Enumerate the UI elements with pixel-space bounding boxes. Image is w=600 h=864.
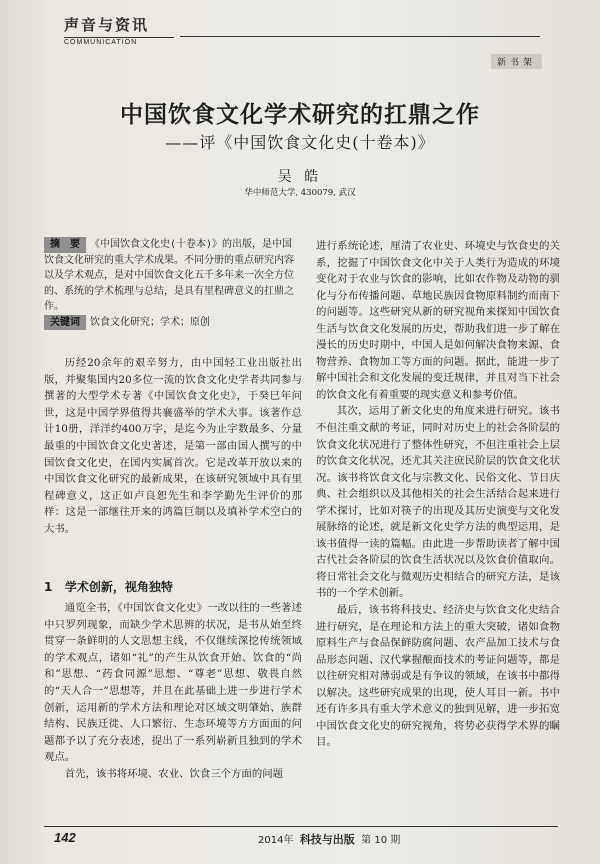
article-title: 中国饮食文化学术研究的扛鼎之作 [120, 102, 480, 128]
article-subtitle: ——评《中国饮食文化史(十卷本)》 [165, 133, 435, 152]
paragraph: 最后，该书将科技史、经济史与饮食文化史结合进行研究，是在理论和方法上的重大突破，诸如食物原料生产与食品保鲜防腐问题、农产品加工技术与食品形态问题、汉代掌握酿面技术的考证问题等，都是以往研究相对薄弱或是有争议的领域，在该书中都得以解决。这些研究成果的出现，使人耳目一新。书中还有许多具有重大学术意义的独到见解，进一步拓宽中国饮食文化史的研究视角，将势必获得学术界的瞩目。 [316, 604, 560, 749]
author-name: 吴 皓 [277, 169, 323, 185]
abstract-label: 摘 要 [44, 237, 86, 253]
keywords-text: 饮食文化研究；学术；原创 [90, 316, 210, 328]
keywords-label: 关键词 [44, 315, 86, 331]
abstract-block [44, 237, 302, 330]
left-column-section [44, 600, 302, 783]
section-title: 学术创新，视角独特 [64, 580, 173, 594]
column-name-en: COMMUNICATION [64, 37, 174, 46]
footer-rule [44, 826, 558, 827]
right-column [316, 238, 560, 751]
section-tag: 新书架 [491, 54, 542, 69]
paragraph: 历经20余年的艰辛努力，由中国轻工业出版社出版，并聚集国内20多位一流的饮食文化史学者共同参与撰著的大型学术专著《中国饮食文化史》，于癸巳年问世，这是中国学界值得共襄盛举的学术大事。该著作总计10册，洋洋约400万字，是迄今为止字数最多、分量最重的中国饮食文化史著述，是第一部由国人撰写的中国饮食文化史，在国内实属首次。它是改革开放以来的中国饮食文化研究的最新成果，在该研究领域中具有里程碑意义，这正如卢良恕先生和李学勤先生评价的那样：这是一部继往开来的鸿篇巨制以及填补学术空白的大书。 [44, 357, 302, 535]
paragraph: 其次，运用了新文化史的角度来进行研究。该书不但注重文献的考证，同时对历史上的社会各阶层的饮食文化状况进行了整体性研究，不但注重社会上层的饮食文化状况，还尤其关注庶民阶层的饮食文化状况。该书将饮食文化与宗教文化、民俗文化、节日庆典、社会组织以及其他相关的社会生活结合起来进行学术探讨，比如对筷子的出现及其历史演变与文化发展脉络的论述，就是新文化史学方法的典型运用，是该书值得一读的篇幅。由此进一步帮助读者了解中国古代社会各阶层的饮食生活状况以及饮食价值取向。将日常社会文化与微观历史相结合的研究方法，是该书的一个学术创新。 [316, 405, 560, 600]
abstract-text: 《中国饮食文化史(十卷本)》的出版，是中国饮食文化研究的重大学术成果。不同分册的重点研究内容以及学术观点，是对中国饮食文化五千多年来一次全方位的、系统的学术梳理与总结，是具有里程碑意义的扛鼎之作。 [44, 239, 294, 312]
author-affiliation: 华中师范大学, 430079, 武汉 [244, 188, 356, 198]
journal-name: 科技与出版 [299, 833, 355, 846]
journal-info [258, 831, 400, 847]
section-heading [44, 578, 302, 595]
column-header [64, 14, 174, 46]
journal-year: 2014年 [258, 835, 294, 846]
paragraph: 进行系统论述，厘清了农业史、环境史与饮食史的关系，挖掘了中国饮食文化中关于人类行为造成的环境变化对于农业与饮食的影响，比如农作物及动物的驯化与分布传播问题、草地民族因食物原料制约而南下的问题等。这些研究从新的研究视角来探知中国饮食生活与饮食文化发展的历史，帮助我们进一步了解在漫长的历史时期中，中国人是如何解决食物来源、食物营养、食物加工等方面的问题。据此，能进一步了解中国社会和文化发展的变迁规律，并且对当下社会的饮食文化有着重要的现实意义和参考价值。 [316, 240, 560, 401]
paragraph: 首先，该书将环境、农业、饮食三个方面的问题 [64, 767, 283, 780]
journal-issue: 第 10 期 [361, 835, 401, 846]
left-column-intro [44, 355, 302, 538]
keywords [44, 315, 302, 331]
section-number: 1 [44, 580, 53, 594]
column-name: 声音与资讯 [64, 16, 150, 34]
header-rule [180, 36, 540, 37]
paragraph: 通览全书，《中国饮食文化史》一改以往的一些著述中只罗列现象，而缺少学术思辨的状况，是书从始至终贯穿一条鲜明的人文思想主线，不仅继续深挖传统领域的学术观点，诸如“礼”的产生从饮食开始、饮食的“尚和”思想、“药食同源”思想、“尊老”思想、敬畏自然的“天人合一”思想等，并且在此基础上进一步进行学术创新，运用新的学术方法和理论对区域文明肇始、族群结构、民族迁徙、人口繁衍、生态环境等方方面面的问题都予以了充分表述，提出了一系列崭新且独到的学术观点。 [44, 602, 302, 764]
abstract [44, 237, 302, 315]
page-number: 142 [54, 830, 76, 845]
